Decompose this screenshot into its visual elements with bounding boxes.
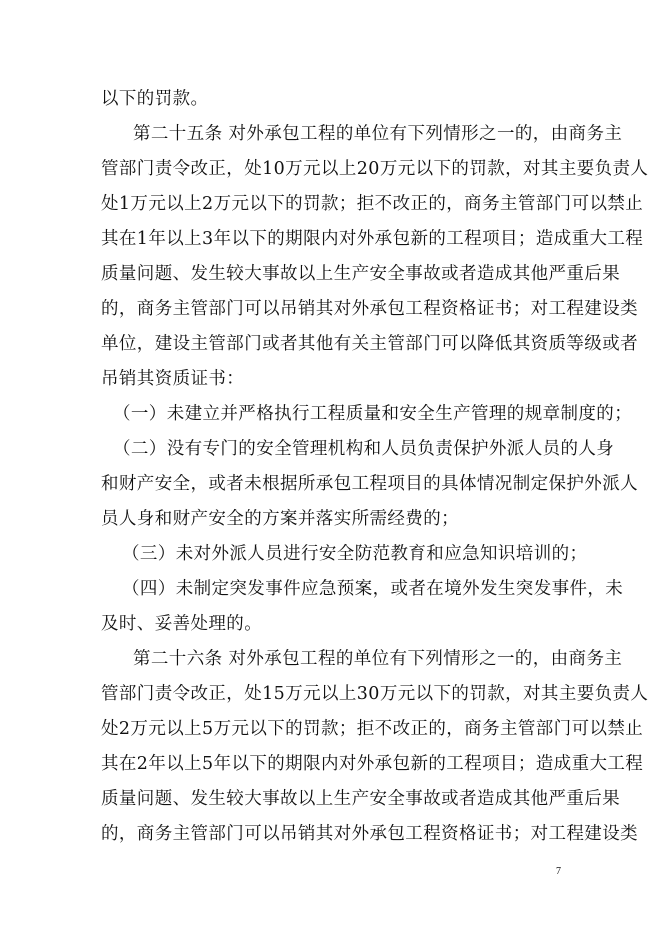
text-line: 的，商务主管部门可以吊销其对外承包工程资格证书；对工程建设类 <box>101 299 638 319</box>
text-line: 以下的罚款。 <box>101 89 209 109</box>
text-line: （三）未对外派人员进行安全防范教育和应急知识培训的； <box>122 544 588 564</box>
text-line: 其在1年以上3年以下的期限内对外承包新的工程项目；造成重大工程 <box>101 229 644 249</box>
text-line: （一）未建立并严格执行工程质量和安全生产管理的规章制度的； <box>113 404 633 424</box>
text-line: 质量问题、发生较大事故以上生产安全事故或者造成其他严重后果 <box>101 789 621 809</box>
text-line: 管部门责令改正，处15万元以上30万元以下的罚款，对其主要负责人 <box>101 684 649 704</box>
text-line: 处1万元以上2万元以下的罚款；拒不改正的，商务主管部门可以禁止 <box>101 194 644 214</box>
page-number: 7 <box>556 866 561 877</box>
text-line: 及时、妥善处理的。 <box>101 614 263 634</box>
text-line: 质量问题、发生较大事故以上生产安全事故或者造成其他严重后果 <box>101 264 621 284</box>
text-line: 吊销其资质证书： <box>101 369 245 389</box>
text-line: 单位，建设主管部门或者其他有关主管部门可以降低其资质等级或者 <box>101 334 638 354</box>
text-line: 的，商务主管部门可以吊销其对外承包工程资格证书；对工程建设类 <box>101 824 638 844</box>
text-line: （四）未制定突发事件应急预案，或者在境外发生突发事件，未 <box>122 579 624 599</box>
text-line: （二）没有专门的安全管理机构和人员负责保护外派人员的人身 <box>113 439 615 459</box>
text-line: 处2万元以上5万元以下的罚款；拒不改正的，商务主管部门可以禁止 <box>101 719 644 739</box>
text-line: 管部门责令改正，处10万元以上20万元以下的罚款，对其主要负责人 <box>101 159 649 179</box>
text-line: 第二十五条 对外承包工程的单位有下列情形之一的，由商务主 <box>133 124 623 144</box>
text-line: 第二十六条 对外承包工程的单位有下列情形之一的，由商务主 <box>133 649 623 669</box>
text-line: 其在2年以上5年以下的期限内对外承包新的工程项目；造成重大工程 <box>101 754 644 774</box>
text-line: 和财产安全，或者未根据所承包工程项目的具体情况制定保护外派人 <box>101 474 638 494</box>
text-line: 员人身和财产安全的方案并落实所需经费的； <box>101 509 459 529</box>
